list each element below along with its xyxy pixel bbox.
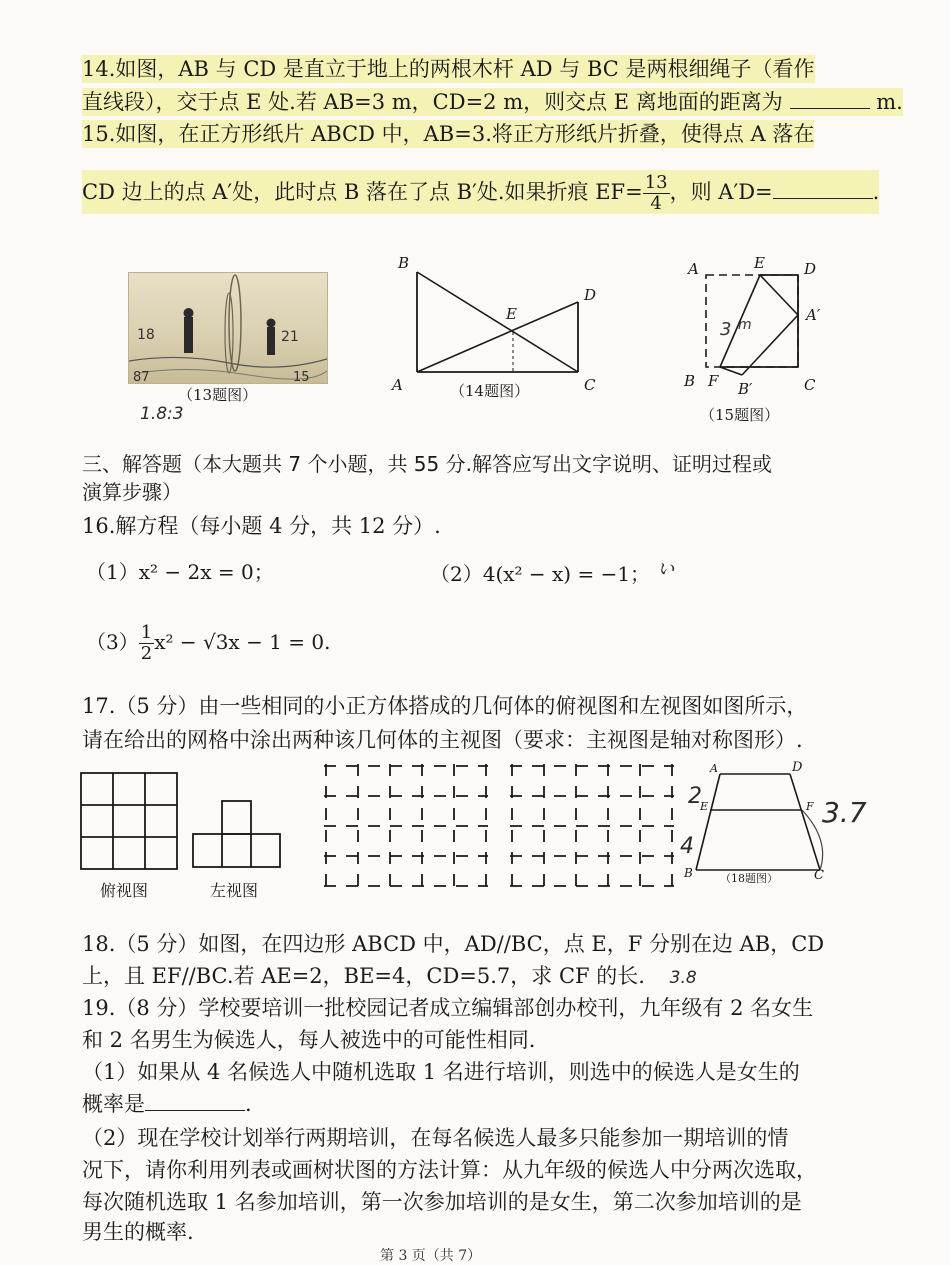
q18-line1: 18.（5 分）如图，在四边形 ABCD 中，AD//BC，点 E，F 分别在边 AB，CD [82, 932, 825, 956]
svg-text:15: 15 [293, 370, 310, 383]
fig18-hand-2: 2 [688, 784, 702, 809]
fig18-hand-4: 4 [680, 834, 694, 859]
q19-line4-end: . [245, 1092, 252, 1116]
fig14-label-D: D [584, 286, 597, 304]
q19-line7: 每次随机选取 1 名参加培训，第一次参加培训的是女生，第二次参加培训的是 [82, 1190, 802, 1214]
fig15-label-F: F [708, 372, 719, 390]
fig14-caption: （14题图） [450, 382, 530, 400]
fig15-label-Aprime: A′ [806, 306, 821, 324]
q17-line2: 请在给出的网格中涂出两种该几何体的主视图（要求：主视图是轴对称图形）. [82, 728, 803, 752]
q14-line2 [82, 88, 903, 116]
q18-handnote: 3.8 [669, 968, 697, 988]
q19-line4-text: 概率是 [82, 1092, 145, 1116]
fig15-caption: （15题图） [700, 406, 780, 424]
svg-text:87: 87 [133, 370, 150, 383]
answer-grid-1[interactable] [322, 762, 492, 890]
q19-line5: （2）现在学校计划举行两期培训，在每名候选人最多只能参加一期培训的情 [82, 1126, 789, 1150]
q15-frac-num: 13 [644, 172, 668, 193]
fig15-label-D: D [804, 260, 817, 278]
top-view-grid [80, 772, 180, 870]
left-view-grid [192, 800, 282, 870]
q19-line2: 和 2 名男生为候选人，每人被选中的可能性相同. [82, 1028, 536, 1052]
q19-line1: 19.（8 分）学校要培训一批校园记者成立编辑部创办校刊，九年级有 2 名女生 [82, 996, 814, 1020]
q16-part3 [86, 620, 330, 664]
q18-line2-text: 上，且 EF//BC.若 AE=2，BE=4，CD=5.7，求 CF 的长. [82, 964, 645, 988]
q16-handmark: ぃ [655, 555, 678, 580]
section3-line1: 三、解答题（本大题共 7 个小题，共 55 分.解答应写出文字说明、证明过程或 [82, 452, 772, 476]
fig14-label-C: C [584, 376, 596, 394]
q14-unit: m. [876, 90, 903, 114]
fig13-handnote: 1.8:3 [140, 404, 184, 424]
q16-p3-tail: x² − √3x − 1 = 0. [154, 630, 331, 654]
q15-frac-den: 4 [650, 193, 662, 214]
q16-p3-den: 2 [140, 643, 153, 664]
q16-p3-fraction [139, 623, 154, 664]
fig15-label-E: E [754, 254, 765, 272]
q16-title: 16.解方程（每小题 4 分，共 12 分）. [82, 514, 441, 538]
page-footer: 第 3 页（共 7） [380, 1248, 482, 1264]
q19-line4 [82, 1090, 252, 1118]
fig13-sketch [129, 273, 327, 383]
fig14-label-B: B [398, 254, 410, 272]
q16-part1: （1）x² − 2x = 0； [86, 560, 274, 584]
q15-fraction [643, 173, 670, 214]
svg-text:3: 3 [720, 319, 732, 340]
svg-text:18: 18 [137, 327, 155, 343]
q17-line1: 17.（5 分）由一些相同的小正方体搭成的几何体的俯视图和左视图如图所示， [82, 694, 808, 718]
svg-text:m: m [738, 317, 752, 333]
fig18-caption: （18题图） [720, 872, 778, 885]
fig13-caption: （13题图） [178, 386, 258, 404]
q15-line2 [82, 170, 879, 214]
section3-line2: 演算步骤） [82, 480, 182, 504]
svg-text:21: 21 [281, 329, 299, 345]
q15-answer-blank [773, 178, 873, 199]
fig14-label-E: E [506, 305, 517, 323]
q19-line3: （1）如果从 4 名候选人中随机选取 1 名进行培训，则选中的候选人是女生的 [82, 1060, 800, 1084]
q15-line2-text: CD 边上的点 A′处，此时点 B 落在了点 B′处.如果折痕 EF= [82, 180, 643, 204]
fig13-photo [128, 272, 328, 384]
answer-grid-2[interactable] [508, 762, 678, 890]
top-view-caption: 俯视图 [100, 881, 149, 900]
q15-line2-tail: ，则 A′D= [669, 180, 773, 204]
fig18-label-E: E [700, 800, 709, 813]
fig15-label-B: B [684, 372, 696, 390]
fig15-label-Bprime: B′ [738, 380, 753, 398]
q18-line2 [82, 962, 697, 992]
left-view-caption: 左视图 [210, 881, 259, 900]
fig14-label-A: A [392, 376, 403, 394]
q16-part2: （2）4(x² − x) = −1； [430, 562, 651, 586]
q15-line1: 15.如图，在正方形纸片 ABCD 中，AB=3.将正方形纸片折叠，使得点 A 落在 [82, 122, 815, 146]
q14-line1: 14.如图，AB 与 CD 是直立于地上的两根木杆 AD 与 BC 是两根细绳子（看作 [82, 57, 815, 81]
q16-p3-prefix: （3） [86, 630, 139, 654]
q19-line6: 况下，请你利用列表或画树状图的方法计算：从九年级的候选人中分两次选取， [82, 1158, 817, 1182]
fig18-label-C: C [814, 868, 824, 883]
fig18-hand-37: 3.7 [822, 796, 867, 829]
fig18-label-F: F [806, 800, 814, 813]
q19-answer-blank [145, 1090, 245, 1111]
q14-answer-blank [790, 88, 870, 109]
fig18-label-A: A [710, 762, 718, 775]
fig15-label-A: A [688, 260, 699, 278]
fig18-label-D: D [792, 760, 803, 775]
q15-period: . [872, 180, 880, 204]
fig15-label-C: C [804, 376, 816, 394]
q14-line2-text: 直线段），交于点 E 处.若 AB=3 m，CD=2 m，则交点 E 离地面的距离为 [82, 90, 783, 114]
q19-line8: 男生的概率. [82, 1220, 194, 1244]
q16-p3-num: 1 [140, 622, 153, 643]
fig18-label-B: B [684, 866, 693, 880]
